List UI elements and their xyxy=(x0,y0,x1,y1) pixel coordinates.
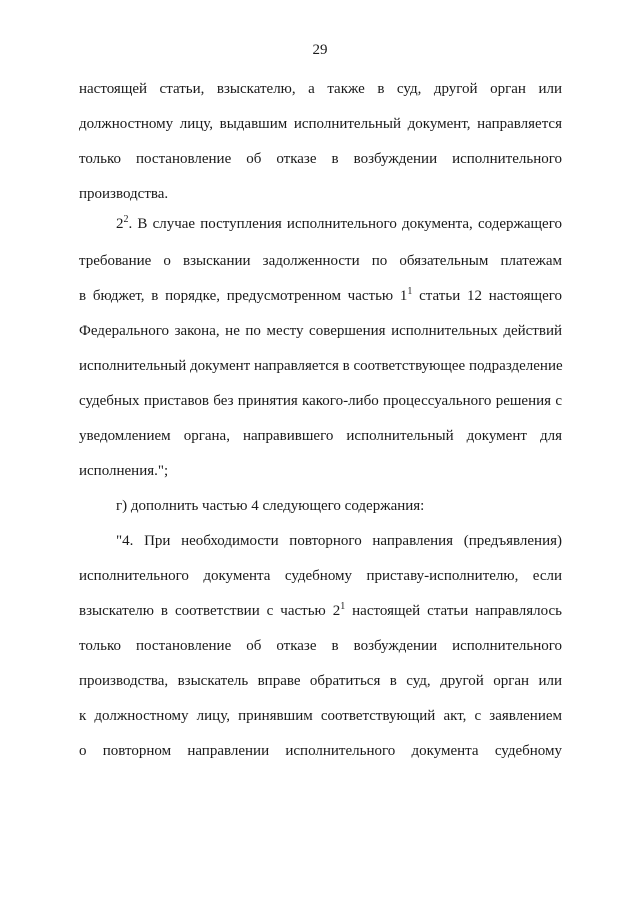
text-line: требование о взыскании задолженности по обязательным платежам xyxy=(79,253,562,269)
line-text: статьи 12 настоящего xyxy=(412,288,562,304)
text-line: о повторном направлении исполнительного документа судебному xyxy=(79,743,562,759)
paragraph-start-line: "4. При необходимости повторного направления (предъявления) xyxy=(116,533,562,549)
text-line: судебных приставов без принятия какого-либо процессуального решения с xyxy=(79,393,562,409)
superscript: 1 xyxy=(340,601,346,612)
text-line: к должностному лицу, принявшим соответствующий акт, с заявлением xyxy=(79,708,562,724)
text-line: уведомлением органа, направившего исполнительный документ для xyxy=(79,428,562,444)
superscript: 2 xyxy=(123,214,129,225)
text-line: исполнения."; xyxy=(79,463,169,479)
line-text: 2 xyxy=(116,216,124,232)
text-line: должностному лицу, выдавшим исполнительный документ, направляется xyxy=(79,116,562,132)
text-line: производства, взыскатель вправе обратиться в суд, другой орган или xyxy=(79,673,562,689)
text-line: только постановление об отказе в возбуждении исполнительного xyxy=(79,638,562,654)
line-text: настоящей статьи направлялось xyxy=(345,603,562,619)
paragraph-start-line: г) дополнить частью 4 следующего содержания: xyxy=(116,498,425,514)
text-line: исполнительного документа судебному приставу-исполнителю, если xyxy=(79,568,562,584)
line-text: . В случае поступления исполнительного документа, содержащего xyxy=(128,216,562,232)
text-line: настоящей статьи, взыскателю, а также в суд, другой орган или xyxy=(79,81,562,97)
text-line xyxy=(79,287,562,307)
text-line xyxy=(79,602,562,622)
text-line: только постановление об отказе в возбуждении исполнительного xyxy=(79,151,562,167)
text-line: Федерального закона, не по месту совершения исполнительных действий xyxy=(79,323,562,339)
superscript: 1 xyxy=(407,286,413,297)
text-line: производства. xyxy=(79,186,169,202)
paragraph-start-line xyxy=(116,215,562,235)
line-text: взыскателю в соответствии с частью 2 xyxy=(79,603,341,619)
text-line: исполнительный документ направляется в соответствующее подразделение xyxy=(79,358,563,374)
line-text: в бюджет, в порядке, предусмотренном частью 1 xyxy=(79,288,408,304)
page-number: 29 xyxy=(312,42,328,58)
